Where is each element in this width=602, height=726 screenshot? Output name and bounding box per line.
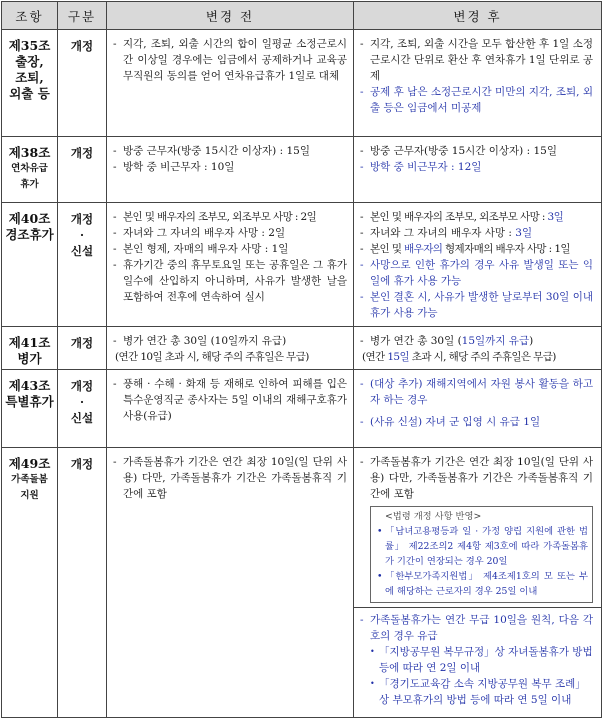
before-item: 병가 연간 총 30일 (10일까지 유급)	[123, 335, 287, 347]
before-item: 본인 형제, 자매의 배우자 사망 : 1일	[123, 243, 289, 255]
after-sub-item: 「경기도교육감 소속 지방공무원 복무 조례」상 부모휴가의 방법 등에 따라 연 5일 이내	[379, 678, 586, 706]
article-cell	[2, 327, 58, 370]
before-cell: - 가족돌봄휴가 기간은 연간 최장 10일(일 단위 사용) 다만, 가족돌봄휴가 기간은 가족돌봄휴직 기간에 포함	[107, 448, 354, 718]
before-cell: - 본인 및 배우자의 조부모, 외조부모 사망 : 2일 - 자녀와 그 자녀의 배우자 사망 : 2일 - 본인 형제, 자매의 배우자 사망 : 1일 - 휴가기간 중의 휴무토요일 또는 공휴일은 그 휴가일수에 산입하지 아니하며, 사유가 발생한 날을 포함하여 전후에 연속하여 실시	[107, 203, 354, 327]
kind-label: 개정	[70, 457, 94, 471]
header-after: 변경 후	[354, 2, 602, 30]
after-item: 본인 및 배우자의 형제자매의 배우자 사망 : 1일	[370, 243, 570, 255]
kind-label: 신설	[70, 411, 94, 425]
article-label: 외출 등	[9, 86, 50, 101]
before-item: 방학 중 비근무자 : 10일	[123, 161, 235, 173]
after-cell: - 방중 근무자(방중 15시간 이상자) : 15일 - 방학 중 비근무자 : 12일	[354, 137, 602, 203]
kind-label: 개정	[70, 336, 94, 350]
table-row	[2, 30, 602, 137]
article-label: 가족돌봄	[11, 474, 48, 485]
table-row	[2, 448, 602, 718]
after-item: 방중 근무자(방중 15시간 이상자) : 15일	[370, 145, 557, 157]
kind-cell	[58, 30, 107, 137]
article-cell	[2, 370, 58, 448]
kind-cell	[58, 137, 107, 203]
kind-label: 신설	[70, 244, 94, 258]
before-item: 본인 및 배우자의 조부모, 외조부모 사망 : 2일	[123, 211, 317, 223]
article-label: 제41조	[8, 335, 51, 350]
before-cell: - 지각, 조퇴, 외출 시간의 합이 일평균 소정근로시간 이상일 경우에는 임금에서 공제하거나 교육공무직원의 동의를 얻어 연차유급휴가 1일로 대체	[107, 30, 354, 137]
before-cell: - 병가 연간 총 30일 (10일까지 유급) (연간 10일 초과 시, 해당 주의 주휴일은 무급)	[107, 327, 354, 370]
before-cell: - 방중 근무자(방중 15시간 이상자) : 15일 - 방학 중 비근무자 : 10일	[107, 137, 354, 203]
after-item: 자녀와 그 자녀의 배우자 사망 : 3일	[370, 227, 533, 239]
table-row	[2, 137, 602, 203]
article-cell	[2, 30, 58, 137]
before-cell: - 풍해 · 수해 · 화재 등 재해로 인하여 피해를 입은 특수운영직군 종사자는 5일 이내의 재해구호휴가 사용(유급)	[107, 370, 354, 448]
article-label: 출장,	[15, 54, 44, 69]
kind-cell	[58, 370, 107, 448]
table-row	[2, 327, 602, 370]
before-item: 가족돌봄휴가 기간은 연간 최장 10일(일 단위 사용) 다만, 가족돌봄휴가 기간은 가족돌봄휴직 기간에 포함	[123, 456, 347, 500]
after-item-changed: 사망으로 인한 휴가의 경우 사유 발생일 또는 익일에 휴가 사용 가능	[370, 259, 593, 287]
after-cell: - 지각, 조퇴, 외출 시간을 모두 합산한 후 1일 소정근로시간 단위로 환산 후 연차휴가 1일 단위로 공제 - 공제 후 남은 소정근로시간 미만의 지각, 조퇴, 외출 등은 임금에서 미공제	[354, 30, 602, 137]
kind-cell	[58, 203, 107, 327]
after-item-changed: 방학 중 비근무자 : 12일	[370, 161, 482, 173]
divider	[354, 607, 601, 608]
kind-label: ·	[79, 228, 84, 242]
before-item: 지각, 조퇴, 외출 시간의 합이 일평균 소정근로시간 이상일 경우에는 임금에서 공제하거나 교육공무직원의 동의를 얻어 연차유급휴가 1일로 대체	[123, 38, 347, 82]
law-amendment-item: 「한부모가족지원법」 제4조제1호의 모 또는 부에 해당하는 근로자의 경우 25일 이내	[385, 571, 588, 597]
article-label: 제43조	[8, 378, 51, 393]
law-amendment-heading: <법령 개정 사항 반영>	[385, 511, 482, 522]
article-cell	[2, 448, 58, 718]
article-label: 특별휴가	[5, 394, 54, 409]
after-cell: - (대상 추가) 재해지역에서 자원 봉사 활동을 하고자 하는 경우 - (사유 신설) 자녀 군 입영 시 유급 1일	[354, 370, 602, 448]
after-item-changed: (대상 추가) 재해지역에서 자원 봉사 활동을 하고자 하는 경우	[370, 378, 593, 406]
after-cell: - 본인 및 배우자의 조부모, 외조부모 사망 : 3일 - 자녀와 그 자녀의 배우자 사망 : 3일 - 본인 및 배우자의 형제자매의 배우자 사망 : 1일 - 사망으로 인한 휴가의 경우 사유 발생일 또는 익일에 휴가 사용 가능 - 본인 결혼 시, 사유가 발생한 날로부터 30일 이내 휴가 사용 가능	[354, 203, 602, 327]
law-amendment-item: 「남녀고용평등과 일 · 가정 양립 지원에 관한 법률」 제22조의2 제4항 제3호에 따라 가족돌봄휴가 기간이 연장되는 경우 20일	[385, 526, 588, 567]
after-item-changed: 공제 후 남은 소정근로시간 미만의 지각, 조퇴, 외출 등은 임금에서 미공제	[370, 86, 593, 114]
kind-cell	[58, 327, 107, 370]
kind-label: 개정	[70, 212, 94, 226]
kind-label: ·	[79, 395, 84, 409]
article-label: 지원	[20, 490, 39, 501]
before-item: 자녀와 그 자녀의 배우자 사망 : 2일	[123, 227, 286, 239]
table-row	[2, 203, 602, 327]
after-item: (연간 15일 초과 시, 해당 주의 주휴일은 무급)	[362, 351, 556, 363]
article-label: 병가	[17, 351, 42, 366]
after-item-changed: (사유 신설) 자녀 군 입영 시 유급 1일	[370, 416, 541, 428]
after-item-changed: 본인 결혼 시, 사유가 발생한 날로부터 30일 이내 휴가 사용 가능	[370, 291, 593, 319]
before-item: 풍해 · 수해 · 화재 등 재해로 인하여 피해를 입은 특수운영직군 종사자는 5일 이내의 재해구호휴가 사용(유급)	[123, 378, 347, 422]
article-label: 제35조	[8, 38, 51, 53]
after-sub-item: 「지방공무원 복무규정」상 자녀돌봄휴가 방법 등에 따라 연 2일 이내	[379, 646, 593, 674]
article-cell	[2, 137, 58, 203]
article-label: 제38조	[8, 145, 51, 160]
law-amendment-box: <법령 개정 사항 반영> • 「남녀고용평등과 일 · 가정 양립 지원에 관한 법률」 제22조의2 제4항 제3호에 따라 가족돌봄휴가 기간이 연장되는 경우 20일 • 「한부모가족지원법」 제4조제1호의 모 또는 부에 해당하는 근로자의 경우 25일 이내	[370, 506, 593, 603]
before-item: (연간 10일 초과 시, 해당 주의 주휴일은 무급)	[115, 351, 309, 363]
article-label: 경조휴가	[5, 227, 54, 242]
change-table	[1, 1, 602, 718]
article-label: 연차유급	[11, 163, 48, 174]
header-article: 조항	[2, 2, 58, 30]
article-label: 제49조	[8, 456, 51, 471]
article-label: 제40조	[8, 211, 51, 226]
kind-label: 개정	[70, 39, 94, 53]
kind-label: 개정	[70, 379, 94, 393]
before-item: 휴가기간 중의 휴무토요일 또는 공휴일은 그 휴가일수에 산입하지 아니하며, 사유가 발생한 날을 포함하여 전후에 연속하여 실시	[123, 259, 347, 303]
table-row	[2, 370, 602, 448]
after-item: 병가 연간 총 30일 (15일까지 유급)	[370, 335, 534, 347]
after-cell: - 가족돌봄휴가 기간은 연간 최장 10일(일 단위 사용) 다만, 가족돌봄휴가 기간은 가족돌봄휴직 기간에 포함 <법령 개정 사항 반영> • 「남녀고용평등과 일 · 가정 양립 지원에 관한 법률」 제22조의2 제4항 제3호에 따라 가족돌봄휴가 기간이 연장되는 경우 20일 • 「한부모가족지원법」 제4조제1호의 모 또는 부에 해당하는 근로자의 경우 25일 이내 - 가족돌봄휴가는 연간 무급 10일을 원칙, 다음 각 호의 경우 유급 • 「지방공무원 복무규정」상 자녀돌봄휴가 방법 등에 따라 연 2일 이내 • 「경기도교육감 소속 지방공무원 복무 조례」상 부모휴가의 방법 등에 따라 연 5일 이내	[354, 448, 602, 718]
after-item: 지각, 조퇴, 외출 시간을 모두 합산한 후 1일 소정근로시간 단위로 환산 후 연차휴가 1일 단위로 공제	[370, 38, 593, 82]
article-label: 조퇴,	[15, 70, 44, 85]
before-item: 방중 근무자(방중 15시간 이상자) : 15일	[123, 145, 310, 157]
after-item: 본인 및 배우자의 조부모, 외조부모 사망 : 3일	[370, 211, 564, 223]
header-kind: 구분	[58, 2, 107, 30]
article-cell	[2, 203, 58, 327]
article-label: 휴가	[20, 179, 39, 190]
after-item-changed: 가족돌봄휴가는 연간 무급 10일을 원칙, 다음 각 호의 경우 유급	[370, 614, 593, 642]
header-before: 변경 전	[107, 2, 354, 30]
kind-label: 개정	[70, 146, 94, 160]
after-cell: - 병가 연간 총 30일 (15일까지 유급) (연간 15일 초과 시, 해당 주의 주휴일은 무급)	[354, 327, 602, 370]
after-item: 가족돌봄휴가 기간은 연간 최장 10일(일 단위 사용) 다만, 가족돌봄휴가 기간은 가족돌봄휴직 기간에 포함	[370, 456, 593, 500]
header-row	[2, 2, 602, 30]
kind-cell	[58, 448, 107, 718]
